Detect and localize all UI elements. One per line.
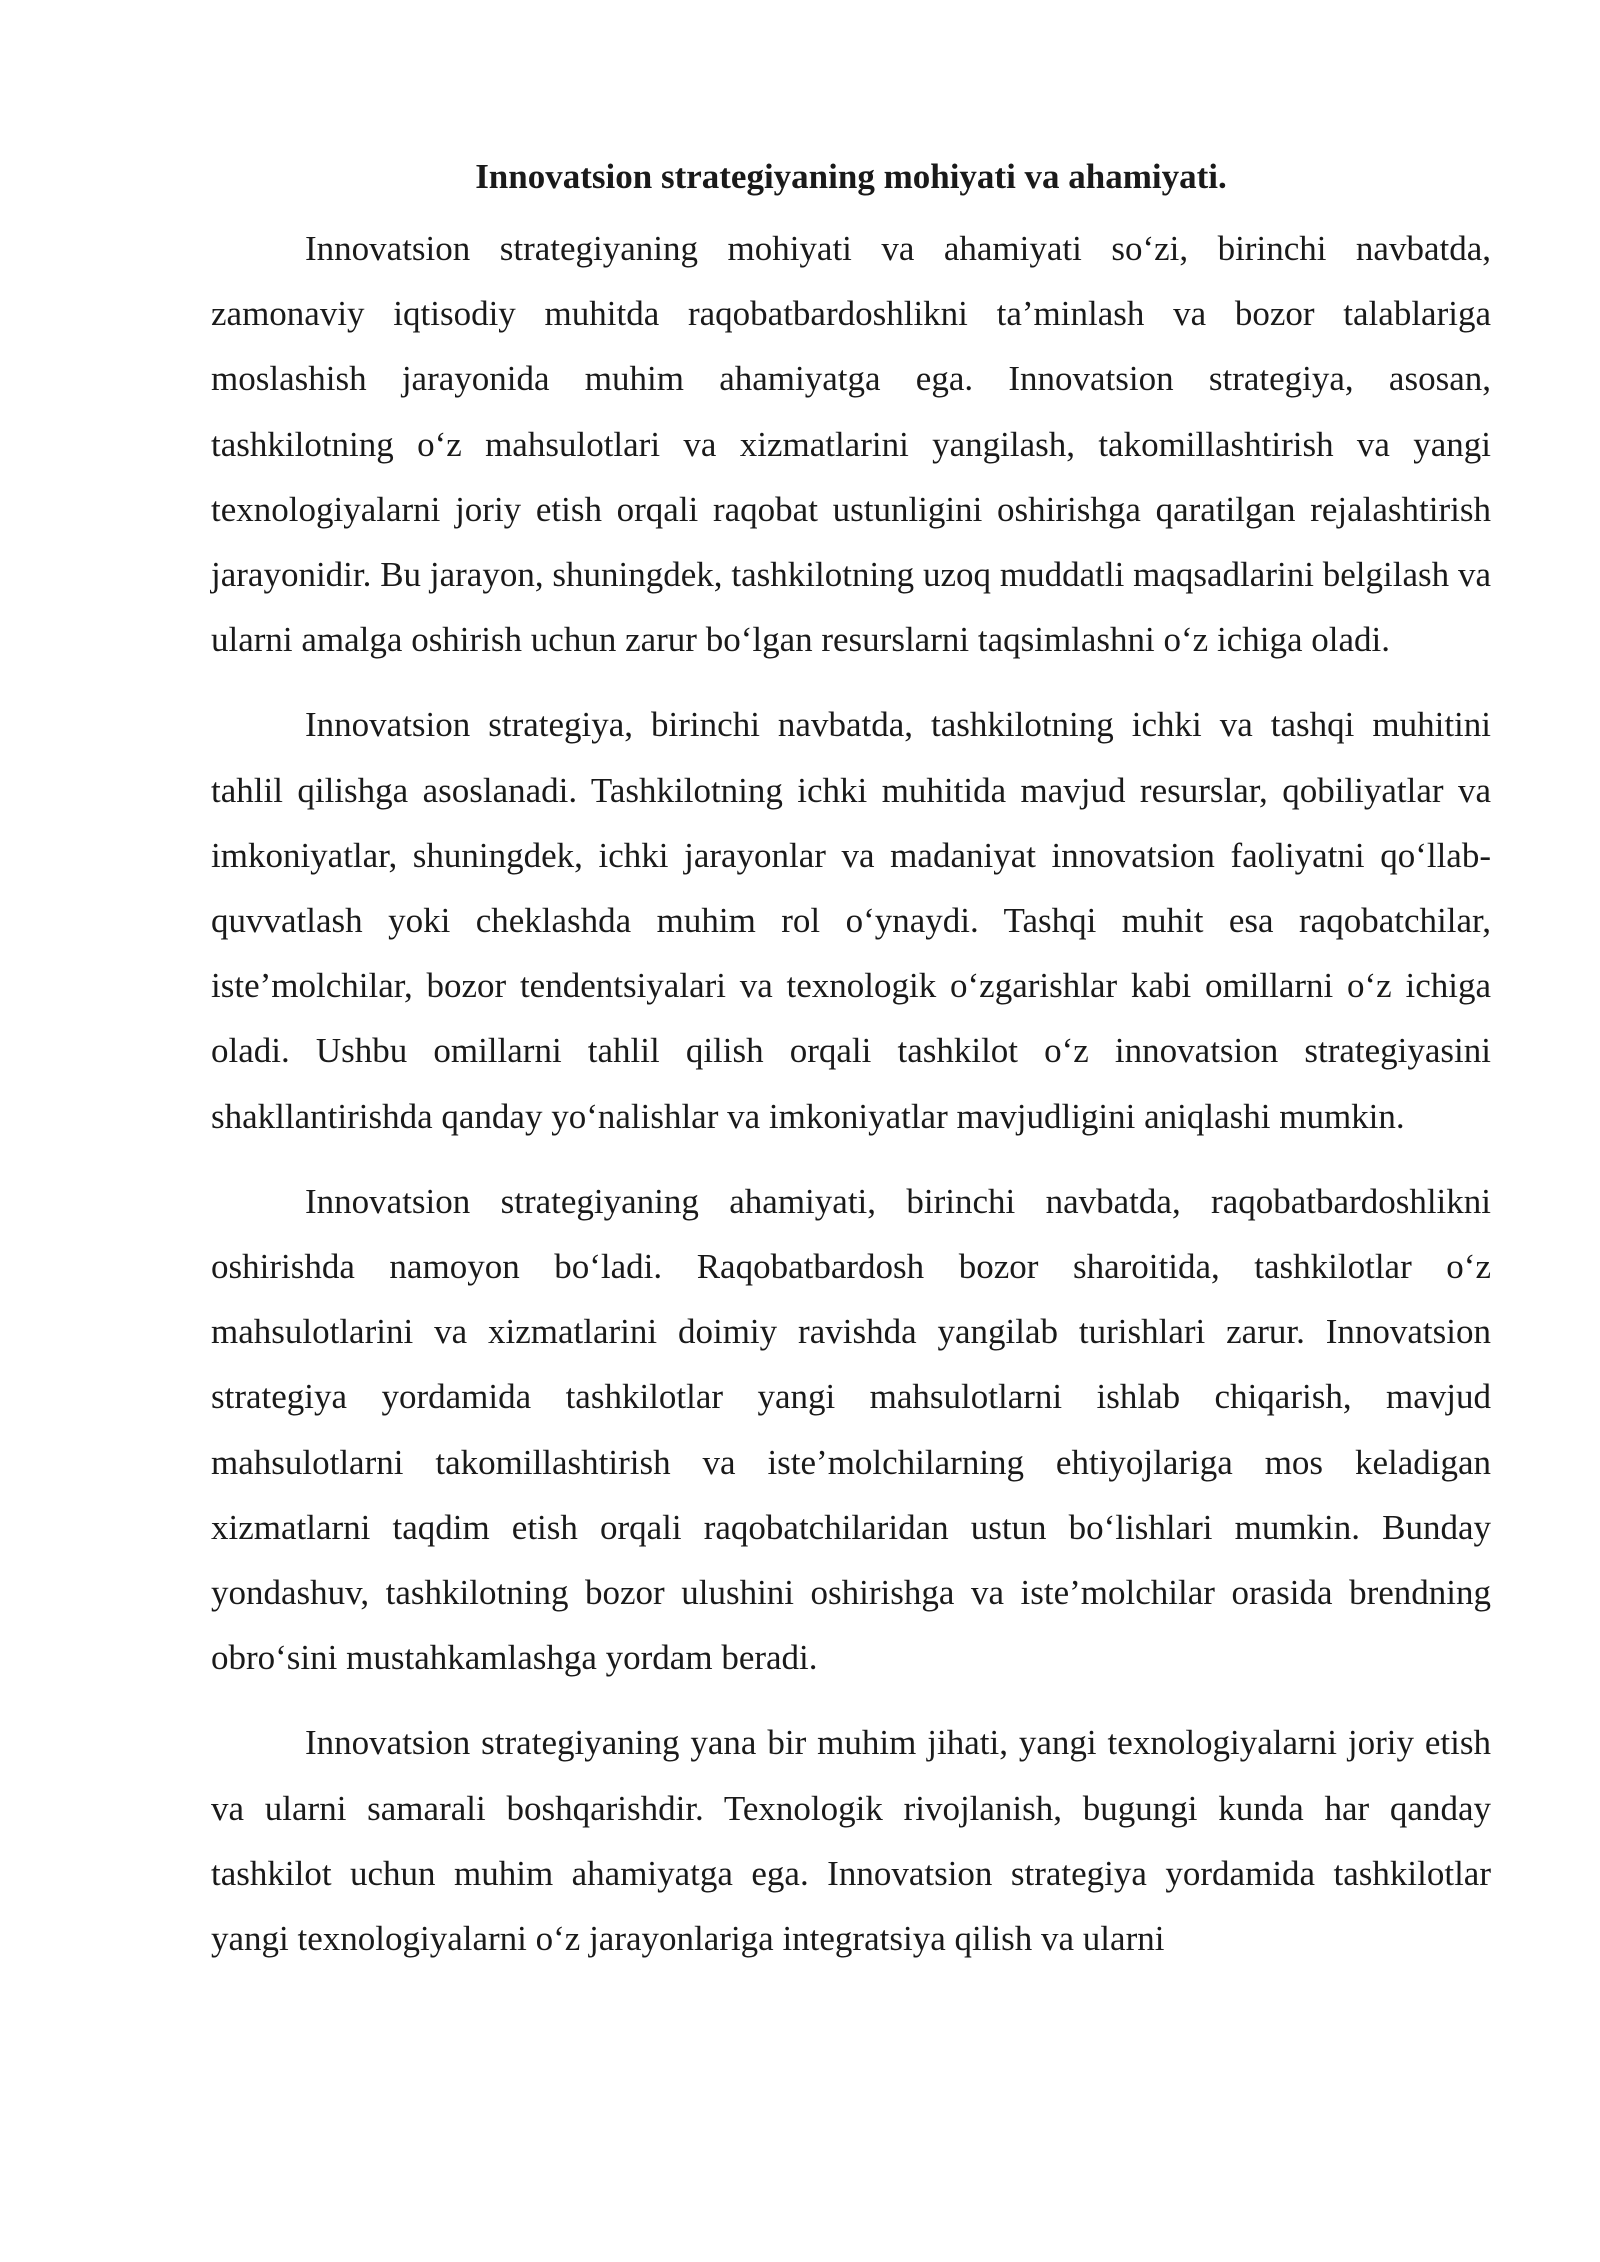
- paragraph-3: Innovatsion strategiyaning ahamiyati, birinchi navbatda, raqobatbardoshlikni oshirishda namoyon bo‘ladi. Raqobatbardosh bozor sharoitida, tashkilotlar o‘z mahsulotlarini va xizmatlarini doimiy ravishda yangilab turishlari zarur. Innovatsion strategiya yordamida tashkilotlar yangi mahsulotlarni ishlab chiqarish, mavjud mahsulotlarni takomillashtirish va iste’molchilarning ehtiyojlariga mos keladigan xizmatlarni taqdim etish orqali raqobatchilaridan ustun bo‘lishlari mumkin. Bunday yondashuv, tashkilotning bozor ulushini oshirishga va iste’molchilar orasida brendning obro‘sini mustahkamlashga yordam beradi.: [211, 1181, 1491, 1678]
- document-title: Innovatsion strategiyaning mohiyati va ahamiyati.: [475, 157, 1227, 196]
- document-body: [211, 152, 1491, 1991]
- paragraph-4: Innovatsion strategiyaning yana bir muhim jihati, yangi texnologiyalarni joriy etish va ularni samarali boshqarishdir. Texnologik rivojlanish, bugungi kunda har qanday tashkilot uchun muhim ahamiyatga ega. Innovatsion strategiya yordamida tashkilotlar yangi texnologiyalarni o‘z jarayonlariga integratsiya qilish va ularni: [211, 1723, 1491, 1959]
- paragraph-2: Innovatsion strategiya, birinchi navbatda, tashkilotning ichki va tashqi muhitini tahlil qilishga asoslanadi. Tashkilotning ichki muhitida mavjud resurslar, qobiliyatlar va imkoniyatlar, shuningdek, ichki jarayonlar va madaniyat innovatsion faoliyatni qo‘llab-quvvatlash yoki cheklashda muhim rol o‘ynaydi. Tashqi muhit esa raqobatchilar, iste’molchilar, bozor tendentsiyalari va texnologik o‘zgarishlar kabi omillarni o‘z ichiga oladi. Ushbu omillarni tahlil qilish orqali tashkilot o‘z innovatsion strategiyasini shakllantirishda qanday yo‘nalishlar va imkoniyatlar mavjudligini aniqlashi mumkin.: [211, 705, 1491, 1136]
- paragraph-1: Innovatsion strategiyaning mohiyati va ahamiyati so‘zi, birinchi navbatda, zamonaviy iqtisodiy muhitda raqobatbardoshlikni ta’minlash va bozor talablariga moslashish jarayonida muhim ahamiyatga ega. Innovatsion strategiya, asosan, tashkilotning o‘z mahsulotlari va xizmatlarini yangilash, takomillashtirish va yangi texnologiyalarni joriy etish orqali raqobat ustunligini oshirishga qaratilgan rejalashtirish jarayonidir. Bu jarayon, shuningdek, tashkilotning uzoq muddatli maqsadlarini belgilash va ularni amalga oshirish uchun zarur bo‘lgan resurslarni taqsimlashni o‘z ichiga oladi.: [211, 229, 1491, 660]
